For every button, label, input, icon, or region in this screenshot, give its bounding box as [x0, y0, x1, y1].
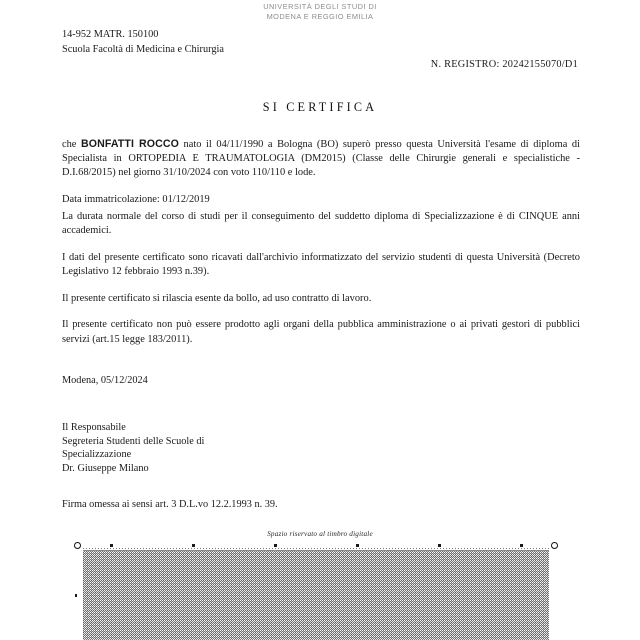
stamp-alignment-tick-icon — [110, 544, 113, 547]
place-and-date: Modena, 05/12/2024 — [62, 375, 148, 386]
signatory-office-line-1: Segreteria Studenti delle Scuole di — [62, 435, 205, 447]
stamp-alignment-tick-icon — [438, 544, 441, 547]
university-name-line-1: UNIVERSITÀ DEGLI STUDI DI — [263, 2, 377, 11]
school-faculty-line: Scuola Facoltà di Medicina e Chirurgia — [62, 43, 224, 55]
paragraph-enrollment-date: Data immatricolazione: 01/12/2019 — [62, 194, 210, 206]
matricola-line: 14-952 MATR. 150100 — [62, 29, 159, 40]
paragraph-main — [62, 137, 580, 181]
university-name-line-2: MODENA E REGGIO EMILIA — [266, 11, 374, 21]
signatory-office-line-2: Specializzazione — [62, 449, 132, 461]
student-name: BONFATTI ROCCO — [81, 138, 179, 150]
stamp-corner-marker-top-left-icon — [74, 542, 81, 549]
digital-stamp-glyph — [83, 550, 549, 640]
page-title: SI CERTIFICA — [262, 100, 378, 114]
university-header-inner — [263, 2, 377, 21]
paragraph-public-administration-note: Il presente certificato non può essere prodotto agli organi della pubblica amministrazione o ai privati gestori di pubblici servizi (art.15 legge 183/2011). — [62, 319, 580, 345]
signatory-name: Dr. Giuseppe Milano — [62, 462, 149, 474]
main-prefix: che — [62, 139, 82, 150]
stamp-alignment-tick-icon — [274, 544, 277, 547]
signatory-role: Il Responsabile — [62, 422, 126, 433]
main-rest: nato il 04/11/1990 a Bologna (BO) superò presso questa Università l'esame di diploma di Specialista in ORTOPEDIA E TRAUMATOLOGIA (DM2015) (Classe delle Chirurgie generali e specialistiche - D.I.68/2015) nel giorno 31/10/2024 con voto 110/110 e lode. — [62, 139, 580, 179]
document-meta-left — [62, 28, 224, 57]
paragraph-stamp-exemption: Il presente certificato si rilascia esente da bollo, ad uso contratto di lavoro. — [62, 292, 372, 304]
digital-stamp-zone — [74, 542, 558, 640]
stamp-side-tick-icon — [75, 594, 78, 597]
stamp-corner-marker-top-right-icon — [551, 542, 558, 549]
digital-stamp-caption: Spazio riservato al timbro digitale — [267, 530, 373, 538]
signature-block — [62, 421, 204, 475]
university-header — [0, 2, 640, 24]
paragraph-archive-source: I dati del presente certificato sono ricavati dall'archivio informatizzato del servizio studenti di questa Università (Decreto Legislativo 12 febbraio 1993 n.39). — [62, 251, 580, 277]
stamp-alignment-tick-icon — [356, 544, 359, 547]
stamp-alignment-tick-icon — [520, 544, 523, 547]
certificate-body — [62, 137, 580, 347]
registry-number: N. REGISTRO: 20242155070/D1 — [430, 59, 578, 70]
paragraph-course-duration: La durata normale del corso di studi per il conseguimento del suddetto diploma di Specializzazione è di CINQUE anni accademici. — [62, 210, 580, 237]
signature-omitted-note: Firma omessa ai sensi art. 3 D.L.vo 12.2.1993 n. 39. — [62, 499, 278, 510]
stamp-alignment-tick-icon — [192, 544, 195, 547]
